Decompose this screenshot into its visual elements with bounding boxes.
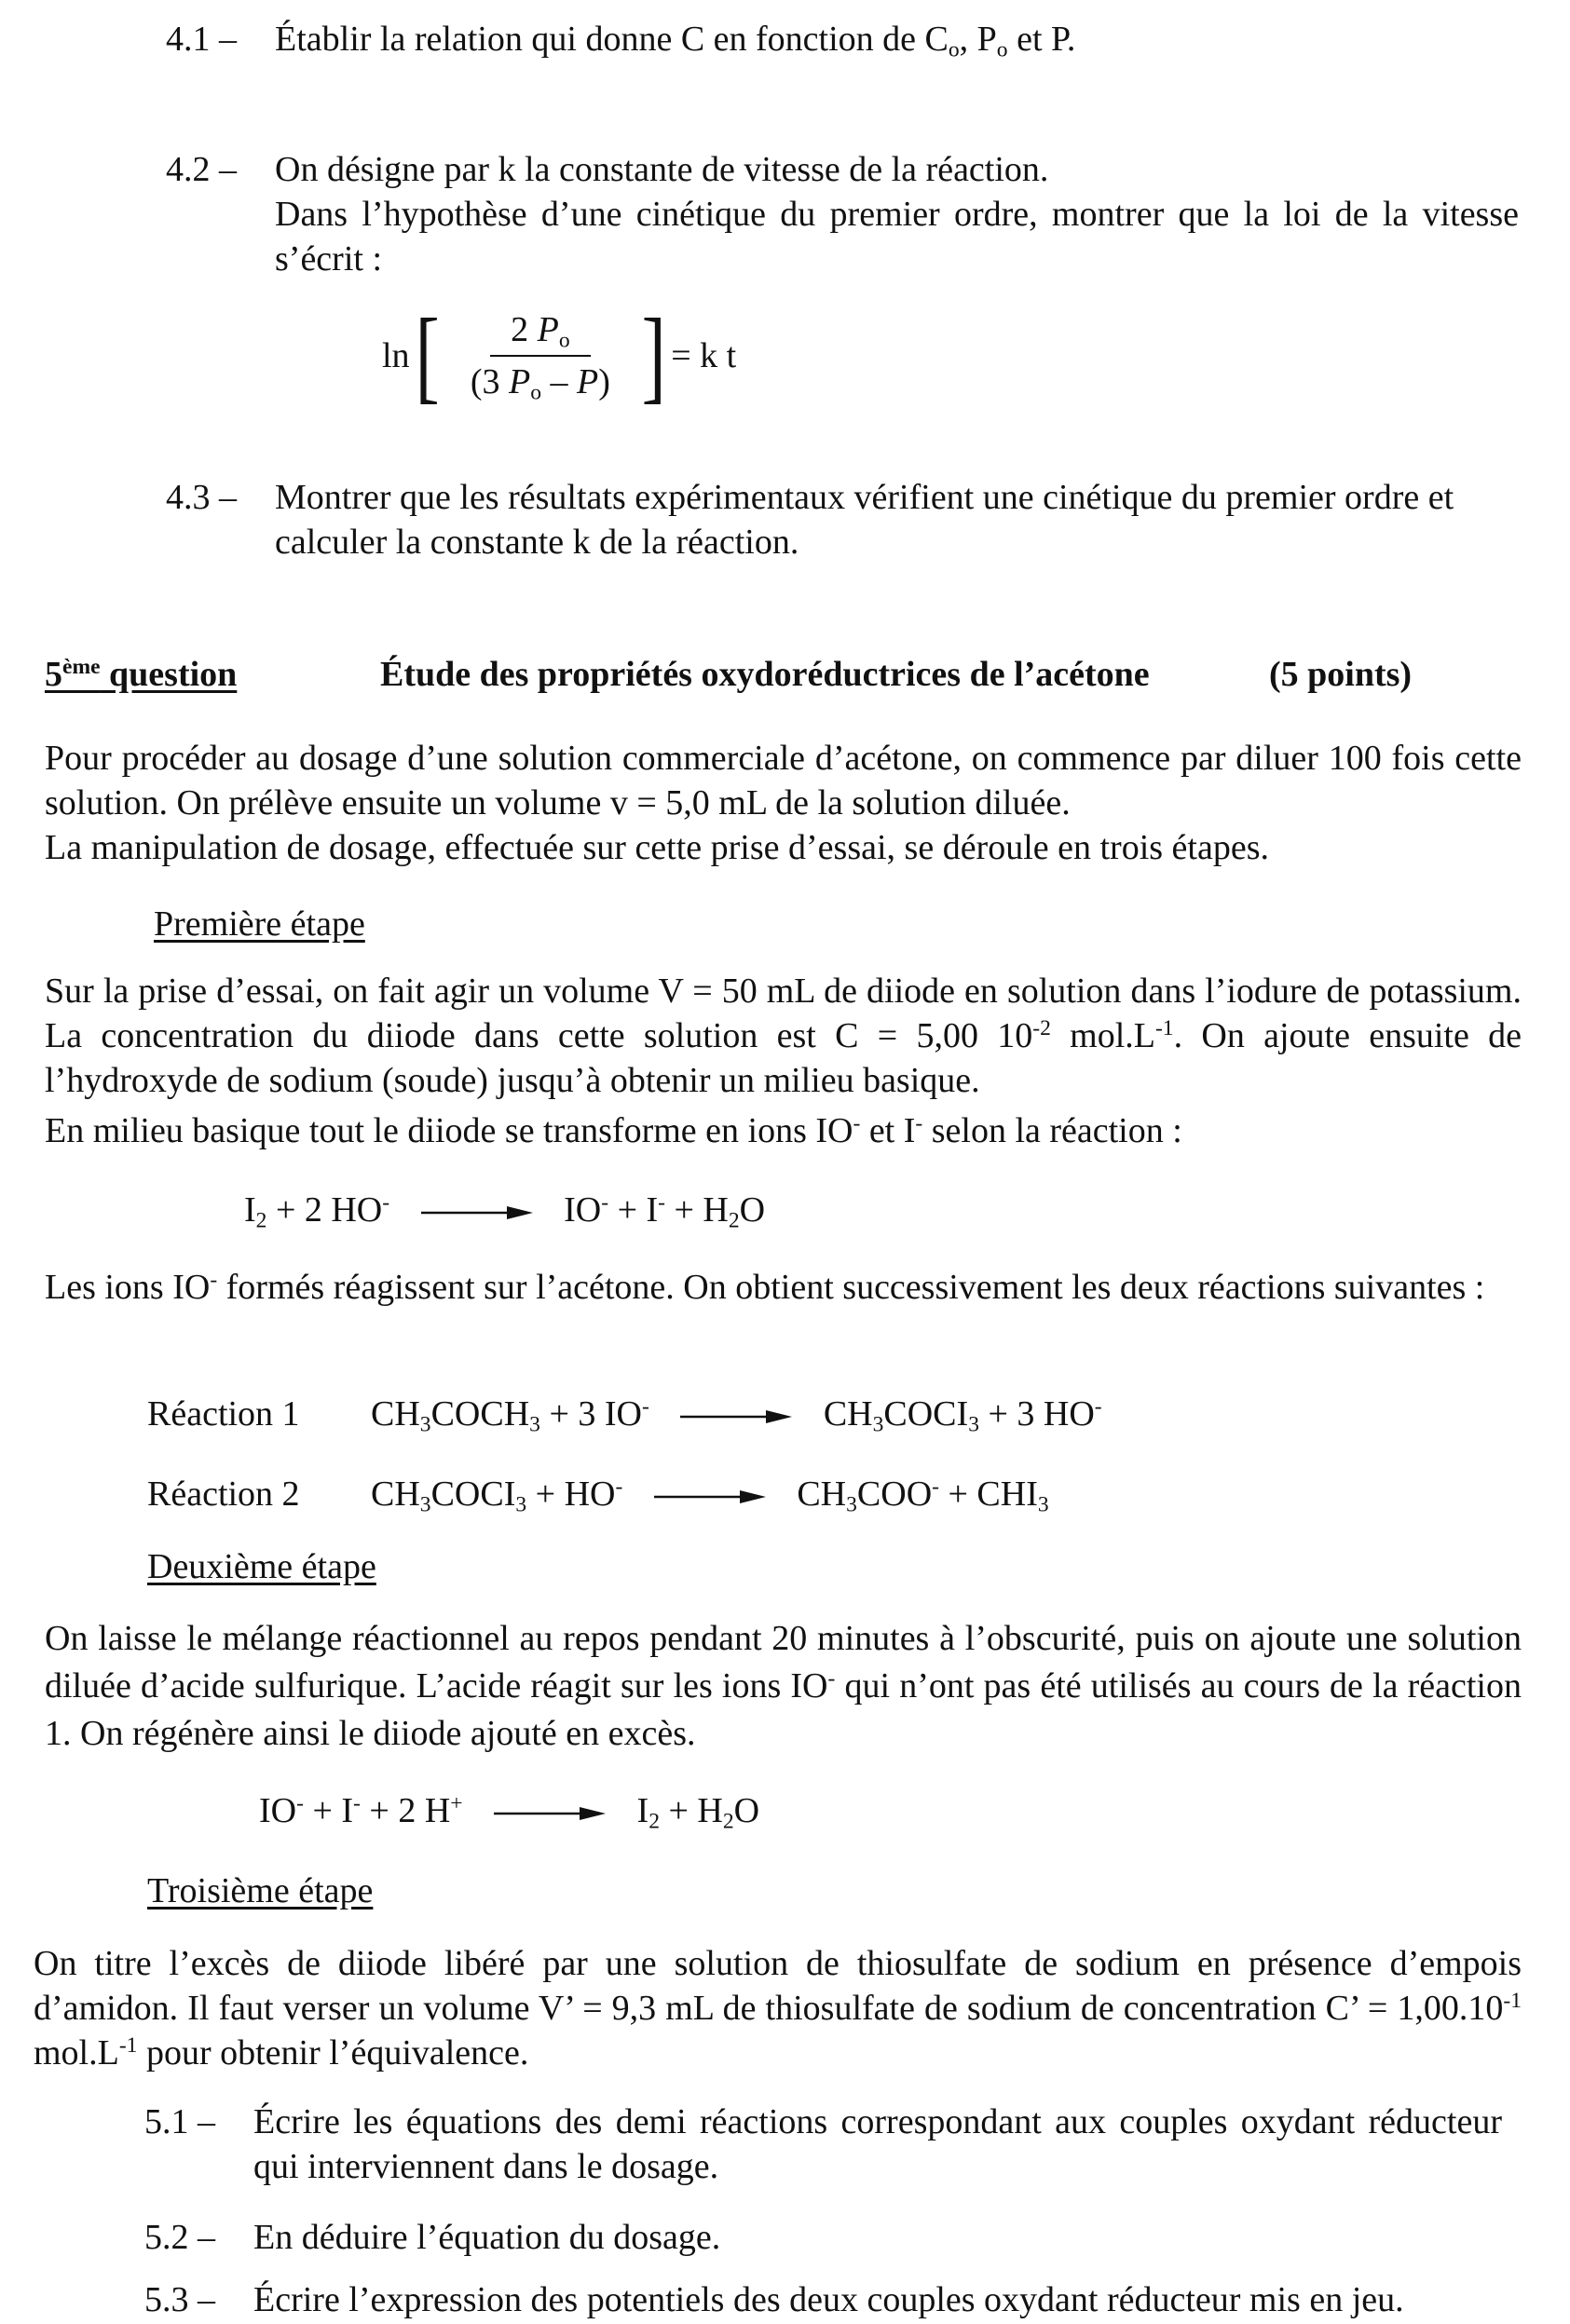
item-number-4-2: 4.2 – — [166, 150, 237, 189]
item-number-5-2: 5.2 – — [144, 2218, 215, 2257]
item-4-3-text: Montrer que les résultats expérimentaux vérifient une cinétique du premier ordre et calculer la constante k de la réaction. — [275, 478, 1454, 562]
item-number-5-1: 5.1 – — [144, 2102, 215, 2141]
question-5-title: Étude des propriétés oxydoréductrices de l’acétone — [380, 655, 1150, 694]
item-number-5-3: 5.3 – — [144, 2280, 215, 2319]
step-1-paragraph-2: En milieu basique tout le diiode se transforme en ions IO- et I- selon la réaction : — [45, 1111, 1182, 1150]
reaction-arrow-icon — [680, 1407, 792, 1426]
item-number-4-1: 4.1 – — [166, 20, 237, 59]
item-5-2-text: En déduire l’équation du dosage. — [253, 2218, 721, 2257]
reaction-2-equation: $CH_3COCI_3 + HO^-$ $CH_3COO^- + CHI_3$ — [371, 1475, 1049, 1517]
intro-paragraph: Pour procéder au dosage d’une solution commerciale d’acétone, on commence par diluer 100 fois cette solution. On prélève ensuite un volume v = 5,0 mL de la solution diluée. La manipulation de dosage, effectuée sur cette prise d’essai, se déroule en trois étapes. — [45, 739, 1522, 867]
reaction-arrow-icon — [494, 1804, 606, 1823]
step-1-title: Première étape — [154, 904, 365, 944]
item-5-3-text: Écrire l’expression des potentiels des deux couples oxydant réducteur mis en jeu. — [253, 2280, 1404, 2319]
reaction-arrow-icon — [421, 1203, 533, 1222]
step-2-title: Deuxième étape — [147, 1547, 376, 1586]
reaction-1-equation: $CH_3COCH_3 + 3$ IO- $CH_3COCI_3 + 3$ HO- — [371, 1394, 1102, 1437]
reaction-2-label: Réaction 2 — [147, 1475, 300, 1514]
item-number-4-3: 4.3 – — [166, 478, 237, 517]
item-4-1-text: Établir la relation qui donne C en fonction de $C_o$, $P_o$ et P. — [275, 20, 1076, 62]
question-5-label: 5ème question — [45, 655, 238, 694]
question-5-points: (5 points) — [1269, 655, 1413, 694]
step-3-title: Troisième étape — [147, 1871, 374, 1910]
item-5-1-text: Écrire les équations des demi réactions correspondant aux couples oxydant réducteur qui interviennent dans le dosage. — [253, 2102, 1502, 2186]
reaction-1-label: Réaction 1 — [147, 1394, 300, 1434]
step-1-paragraph-3: Les ions IO- formés réagissent sur l’acétone. On obtient successivement les deux réactions suivantes : — [45, 1268, 1485, 1307]
equation-iodine-dismutation: $I_2 + 2$ HO- $IO^- + I^- + H_2O$ — [244, 1190, 766, 1233]
item-4-2-text: On désigne par k la constante de vitesse de la réaction. Dans l’hypothèse d’une cinétique du premier ordre, montrer que la loi de la vitesse s’écrit : — [275, 150, 1519, 279]
reaction-arrow-icon — [654, 1488, 766, 1506]
rate-law-formula: ln [ $\frac{2 P_o}{(3 P_o - P)}$ ] = k t — [382, 298, 737, 414]
step-3-paragraph: On titre l’excès de diiode libéré par une solution de thiosulfate de sodium en présence d’empois d’amidon. Il faut verser un volume V’ = 9,3 mL de thiosulfate de sodium de concentration C’ = $1,00.10^{-1}$ $mol.L^{-1}$ pour obtenir l’équivalence. — [34, 1944, 1522, 2073]
step-2-paragraph: On laisse le mélange réactionnel au repos pendant 20 minutes à l’obscurité, puis on ajoute une solution diluée d’acide sulfurique. L’acide réagit sur les ions IO- qui n’ont pas été utilisés au cours de la réaction 1. On régénère ainsi le diiode ajouté en excès. — [45, 1619, 1522, 1753]
step-1-paragraph: Sur la prise d’essai, on fait agir un volume V = 50 mL de diiode en solution dans l’iodure de potassium. La concentration du diiode dans cette solution est C = 5,00 $10^{-2}$ $mol.L^{-1}$. On ajoute ensuite de l’hydroxyde de sodium (soude) jusqu’à obtenir un milieu basique. — [45, 972, 1522, 1100]
equation-iodine-regeneration: IO- + I- + 2 H+ $I_2 + H_2O$ — [259, 1791, 760, 1834]
